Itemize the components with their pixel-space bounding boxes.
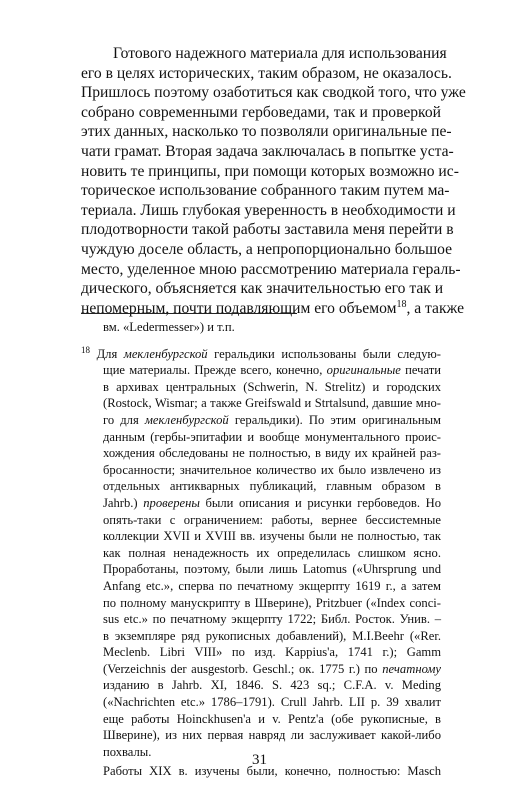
footnote-line: еще работы Hoinckhusen'а и v. Pentz'a (обе рукописные, в [103, 711, 441, 726]
text-segment: печати [405, 363, 441, 378]
text-line: собрано современными гербоведами, так и проверкой [81, 103, 441, 121]
text-segment: , а также [406, 299, 465, 317]
italic-text: проверены [143, 495, 200, 510]
footnote-line: как полная ненадежность их определилась слишком ясно. [103, 545, 441, 560]
text-segment: геральдики использованы были следую- [214, 346, 441, 361]
italic-text: оригинальные [326, 363, 401, 378]
footnote-line: по полному манускрипту в Шверине), Pritzbuer («Index conci- [103, 595, 441, 610]
text-segment: (Verzeichnis der ausgestorb. Geschl.; ок. 1775 г.) по [103, 661, 378, 676]
text-line: чуждую доселе область, а непропорционально большое [81, 240, 453, 258]
footnote-marker: 18 [81, 344, 90, 355]
footnote-line [81, 362, 441, 379]
text-segment: были описания и рисунки гербоведов. Но [205, 495, 441, 510]
text-line: место, уделенное мною рассмотрению материала гераль- [81, 260, 461, 278]
footnote-line [81, 495, 441, 512]
italic-text: печатному [382, 661, 442, 676]
footnote-line [81, 412, 441, 429]
text-line: этих данных, насколько то позволяли оригинальные пе- [81, 123, 452, 141]
footnote-line: Проработаны, поэтому, были лишь Latomus («Uhrsprung und [103, 562, 441, 577]
footnote-line: в архивах центральных (Schwerin, N. Strelitz) и городских [103, 379, 441, 394]
footnote-line: Meclenb. Libri VIII» по изд. Kappius'a, 1741 г.); Gamm [103, 645, 441, 660]
footnote-line: хождения обследованы не полностью, в виду их крайней раз- [103, 446, 441, 461]
footnote-line: (Rostock, Wismar; а также Greifswald и Strtalsund, давшие мно- [103, 396, 441, 411]
text-line: Готового надежного материала для использования [113, 45, 447, 62]
text-line: торическое использование собранного таким путем ма- [81, 182, 450, 200]
footnote-line [81, 661, 441, 678]
footnotes [81, 319, 441, 780]
footnote-gap [81, 336, 441, 346]
italic-text: мекленбургской [123, 346, 208, 361]
text-line [81, 298, 465, 319]
footnote-continuation: вм. «Ledermesser») и т.п. [103, 320, 235, 334]
text-line: дического, объясняется как значительностью его так и [81, 280, 444, 298]
text-line: плодотворности такой работы заставила меня перейти в [81, 221, 454, 239]
main-text [81, 44, 466, 318]
footnote-line: похвалы. [103, 744, 152, 759]
footnote-line: изданию в Jahrb. XI, 1846. S. 423 sq.; C.F.A. v. Meding [103, 678, 441, 693]
footnote-line: данным (гербы-эпитафии и вообще монументального проис- [103, 429, 441, 444]
footnote-divider [81, 313, 297, 314]
footnote-reference[interactable]: 18 [396, 298, 407, 310]
text-segment: Jahrb.) [103, 495, 138, 510]
text-line: его в целях исторических, таким образом, не оказалось. [81, 64, 452, 82]
footnote-line: Шверине), из них первая навряд ли заслуживает какой-либо [103, 728, 441, 743]
next-paragraph: Работы XIX в. изучены были, конечно, полностью: Masch [103, 764, 441, 779]
text-line: териала. Лишь глубокая уверенность в необходимости и [81, 201, 456, 219]
footnote-line: коллекции XVII и XVIII вв. изучены были не полностью, так [103, 529, 441, 544]
italic-text: мекленбургской [144, 412, 229, 427]
footnote-line: («Nachrichten etc.» 1786–1791). Crull Jahrb. LII p. 39 хвалит [103, 695, 441, 710]
text-line: чати грамат. Вторая задача заключалась в попытке уста- [81, 142, 454, 160]
text-segment: Для [96, 346, 118, 361]
text-segment: го для [103, 412, 139, 427]
text-segment: непомерным, почти подавляющим его объемом [81, 299, 397, 317]
footnote-line: sus etc.» по печатному экщерпту 1722; Библ. Росток. Унив. – [103, 612, 441, 627]
footnote-line: в экземпляре ряд рукописных добавлений), M.I.Beehr («Rer. [103, 628, 441, 643]
text-segment: геральдики). По этим оригинальным [234, 412, 441, 427]
text-line: Пришлось поэтому озаботиться как сводкой того, что уже [81, 84, 466, 102]
footnote-line [81, 346, 441, 363]
text-line: новить те принципы, при помощи которых возможно ис- [81, 162, 459, 180]
footnote-line: Anfang etc.», сперва по печатному экщерпту 1619 г., а затем [103, 578, 441, 593]
footnote-line: отдельных антикварных публикаций, главным образом в [103, 479, 441, 494]
page-number: 31 [252, 752, 267, 768]
footnote-line: бросанности; значительное количество их было извлечено из [103, 462, 441, 477]
text-segment: щие материалы. Прежде всего, конечно, [103, 363, 323, 378]
footnote-line: опять-таки с ограничением: работы, вернее бессистемные [103, 512, 441, 527]
